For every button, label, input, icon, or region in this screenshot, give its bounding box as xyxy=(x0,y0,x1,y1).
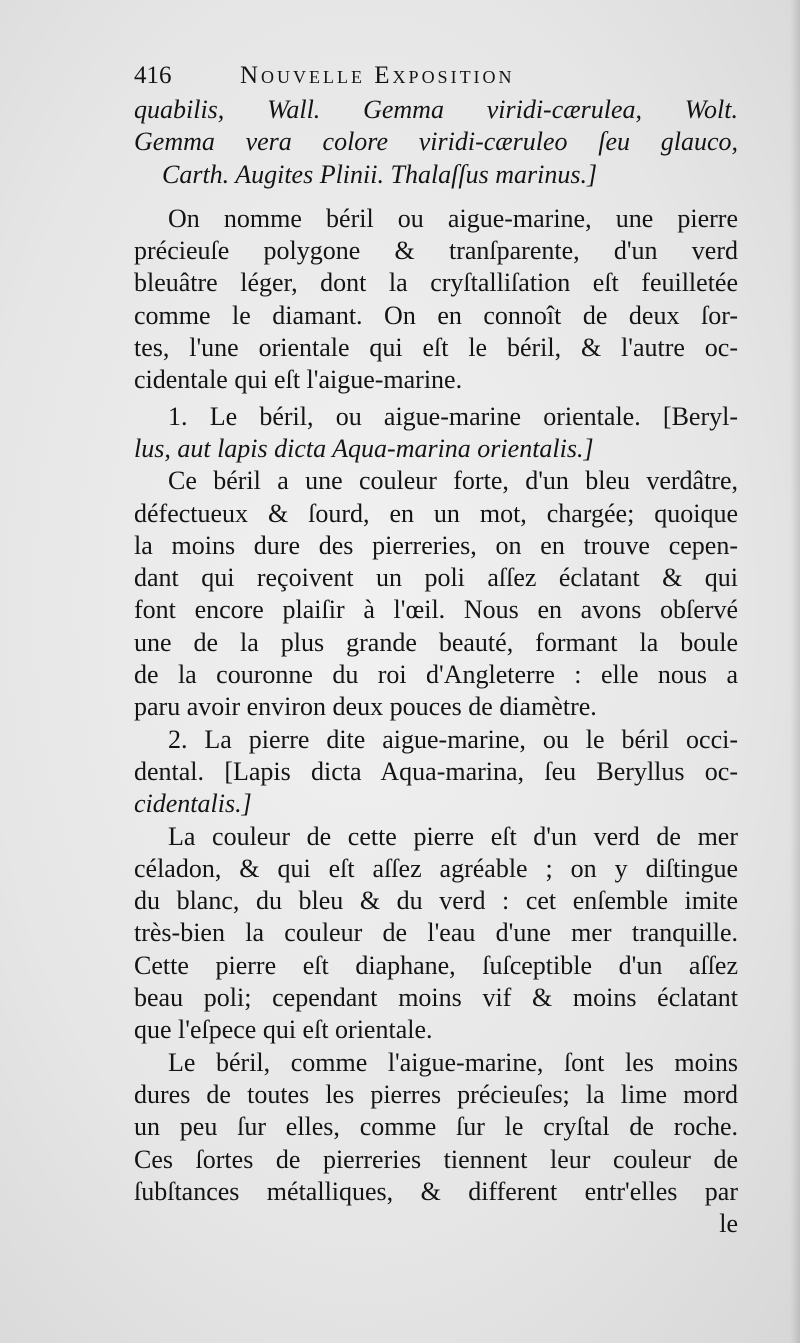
text-line: défectueux & ſourd, en un mot, chargée; quoique xyxy=(134,498,738,528)
page-header xyxy=(134,58,738,94)
running-title: Nouvelle Exposition xyxy=(240,62,515,89)
text-line: Cette pierre eſt diaphane, ſuſceptible d'un aſſez xyxy=(134,950,738,980)
text-line: Ce béril a une couleur forte, d'un bleu verdâtre, xyxy=(168,466,738,496)
text-line: céladon, & qui eſt aſſez agréable ; on y diſtingue xyxy=(134,853,738,883)
text-line: quabilis, Wall. Gemma viridi-cærulea, Wolt. xyxy=(134,95,738,124)
text-line: la moins dure des pierreries, on en trouve cepen- xyxy=(134,530,738,560)
text-line: très-bien la couleur de l'eau d'une mer tranquille. xyxy=(134,918,738,948)
text-line: lus, aut lapis dicta Aqua-marina orientalis.] xyxy=(134,433,594,463)
text-line: un peu ſur elles, comme ſur le cryſtal de roche. xyxy=(134,1112,738,1142)
text-line: Carth. Augites Plinii. Thalaſſus marinus.] xyxy=(162,159,598,189)
text-line: bleuâtre léger, dont la cryſtalliſation eſt feuilletée xyxy=(134,268,738,298)
text-line: de la couronne du roi d'Angleterre : elle nous a xyxy=(134,660,738,690)
text-line: précieuſe polygone & tranſparente, d'un verd xyxy=(134,236,738,266)
text-line: tes, l'une orientale qui eſt le béril, & l'autre oc- xyxy=(134,333,738,363)
text-line: Le béril, comme l'aigue-marine, ſont les moins xyxy=(168,1047,738,1077)
text-line: dental. [Lapis dicta Aqua-marina, ſeu Beryllus oc- xyxy=(134,756,738,786)
text-line: font encore plaiſir à l'œil. Nous en avons obſervé xyxy=(134,595,738,625)
page-text-block xyxy=(134,58,738,1240)
text-line: ſubſtances métalliques, & different entr'elles par xyxy=(134,1176,738,1206)
text-line: paru avoir environ deux pouces de diamètre. xyxy=(134,692,597,722)
text-line: comme le diamant. On en connoît de deux ſor- xyxy=(134,300,738,330)
text-line: que l'eſpece qui eſt orientale. xyxy=(134,1015,433,1045)
page-number: 416 xyxy=(134,62,172,89)
text-line: Ces ſortes de pierreries tiennent leur couleur de xyxy=(134,1144,738,1174)
text-line: 1. Le béril, ou aigue-marine orientale. [Beryl- xyxy=(168,401,738,431)
text-line: cidentale qui eſt l'aigue-marine. xyxy=(134,365,463,395)
text-line: une de la plus grande beauté, formant la boule xyxy=(134,627,738,657)
text-line: cidentalis.] xyxy=(134,789,252,819)
text-line: dures de toutes les pierres précieuſes; la lime mord xyxy=(134,1079,738,1109)
text-line: du blanc, du bleu & du verd : cet enſemble imite xyxy=(134,886,738,916)
page-edge-shadow xyxy=(790,0,800,1343)
text-line: beau poli; cependant moins vif & moins éclatant xyxy=(134,983,738,1013)
text-line: Gemma vera colore viridi-cæruleo ſeu glauco, xyxy=(134,127,738,157)
text-line: La couleur de cette pierre eſt d'un verd de mer xyxy=(168,821,738,851)
text-line: On nomme béril ou aigue-marine, une pierre xyxy=(168,203,738,233)
text-line: dant qui reçoivent un poli aſſez éclatant & qui xyxy=(134,563,738,593)
text-line: 2. La pierre dite aigue-marine, ou le béril occi- xyxy=(168,724,738,754)
catchword: le xyxy=(719,1209,738,1239)
